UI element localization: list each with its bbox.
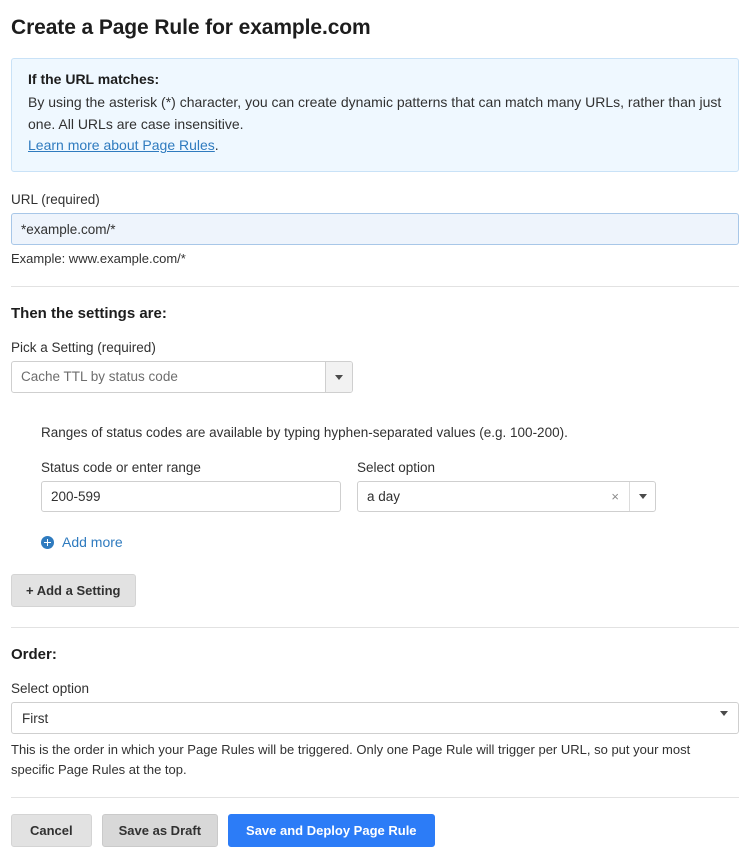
setting-picker-toggle[interactable] bbox=[325, 362, 352, 392]
add-more-button[interactable] bbox=[41, 534, 739, 550]
plus-circle-icon bbox=[41, 536, 54, 549]
chevron-down-icon bbox=[639, 494, 647, 499]
order-select[interactable] bbox=[11, 702, 739, 734]
callout-body: By using the asterisk (*) character, you can create dynamic patterns that can match many URLs, rather than just one. All URLs are case insensitive. bbox=[28, 94, 722, 132]
setting-picker-value[interactable]: Cache TTL by status code bbox=[11, 361, 353, 393]
learn-more-link[interactable]: Learn more about Page Rules bbox=[28, 137, 215, 154]
ttl-option-value: a day bbox=[367, 489, 401, 505]
status-range-note: Ranges of status codes are available by typing hyphen-separated values (e.g. 100-200). bbox=[41, 425, 568, 441]
cache-ttl-sub-block bbox=[41, 425, 739, 550]
status-code-label: Status code or enter range bbox=[41, 460, 201, 476]
ttl-option-select[interactable] bbox=[357, 481, 656, 512]
cancel-button[interactable]: Cancel bbox=[11, 814, 92, 847]
status-code-field bbox=[41, 460, 341, 512]
order-select-label: Select option bbox=[11, 681, 90, 697]
caret-shape bbox=[720, 711, 728, 731]
order-section-title: Order: bbox=[11, 646, 57, 664]
page-title: Create a Page Rule for example.com bbox=[11, 16, 371, 39]
status-option-row bbox=[41, 460, 739, 512]
ttl-option-field bbox=[357, 460, 656, 512]
url-match-callout bbox=[11, 58, 739, 172]
save-and-deploy-button[interactable]: Save and Deploy Page Rule bbox=[228, 814, 435, 847]
url-field-hint: Example: www.example.com/* bbox=[11, 251, 186, 267]
add-a-setting-button[interactable]: + Add a Setting bbox=[11, 574, 136, 607]
ttl-option-label: Select option bbox=[357, 460, 436, 476]
settings-section-title: Then the settings are: bbox=[11, 305, 167, 323]
divider-settings bbox=[11, 286, 739, 287]
divider-footer bbox=[11, 797, 739, 798]
callout-link-suffix: . bbox=[214, 137, 219, 154]
url-field-label: URL (required) bbox=[11, 192, 100, 208]
order-select-value: First bbox=[22, 710, 49, 726]
ttl-option-toggle[interactable] bbox=[629, 482, 655, 511]
divider-order bbox=[11, 627, 739, 628]
url-input[interactable] bbox=[11, 213, 739, 245]
setting-picker-label: Pick a Setting (required) bbox=[11, 340, 156, 356]
callout-text bbox=[28, 92, 722, 157]
chevron-down-icon bbox=[335, 375, 343, 380]
callout-title: If the URL matches: bbox=[28, 71, 160, 87]
order-hint: This is the order in which your Page Rules will be triggered. Only one Page Rule will trigger per URL, so put your most specific Page Rules at the top. bbox=[11, 742, 691, 777]
footer-actions bbox=[11, 814, 739, 847]
save-as-draft-button[interactable]: Save as Draft bbox=[102, 814, 218, 847]
clear-icon[interactable]: × bbox=[611, 489, 619, 505]
status-code-input[interactable] bbox=[41, 481, 341, 512]
setting-picker[interactable] bbox=[11, 361, 353, 393]
chevron-down-icon[interactable] bbox=[720, 716, 728, 731]
add-more-label: Add more bbox=[62, 534, 123, 551]
